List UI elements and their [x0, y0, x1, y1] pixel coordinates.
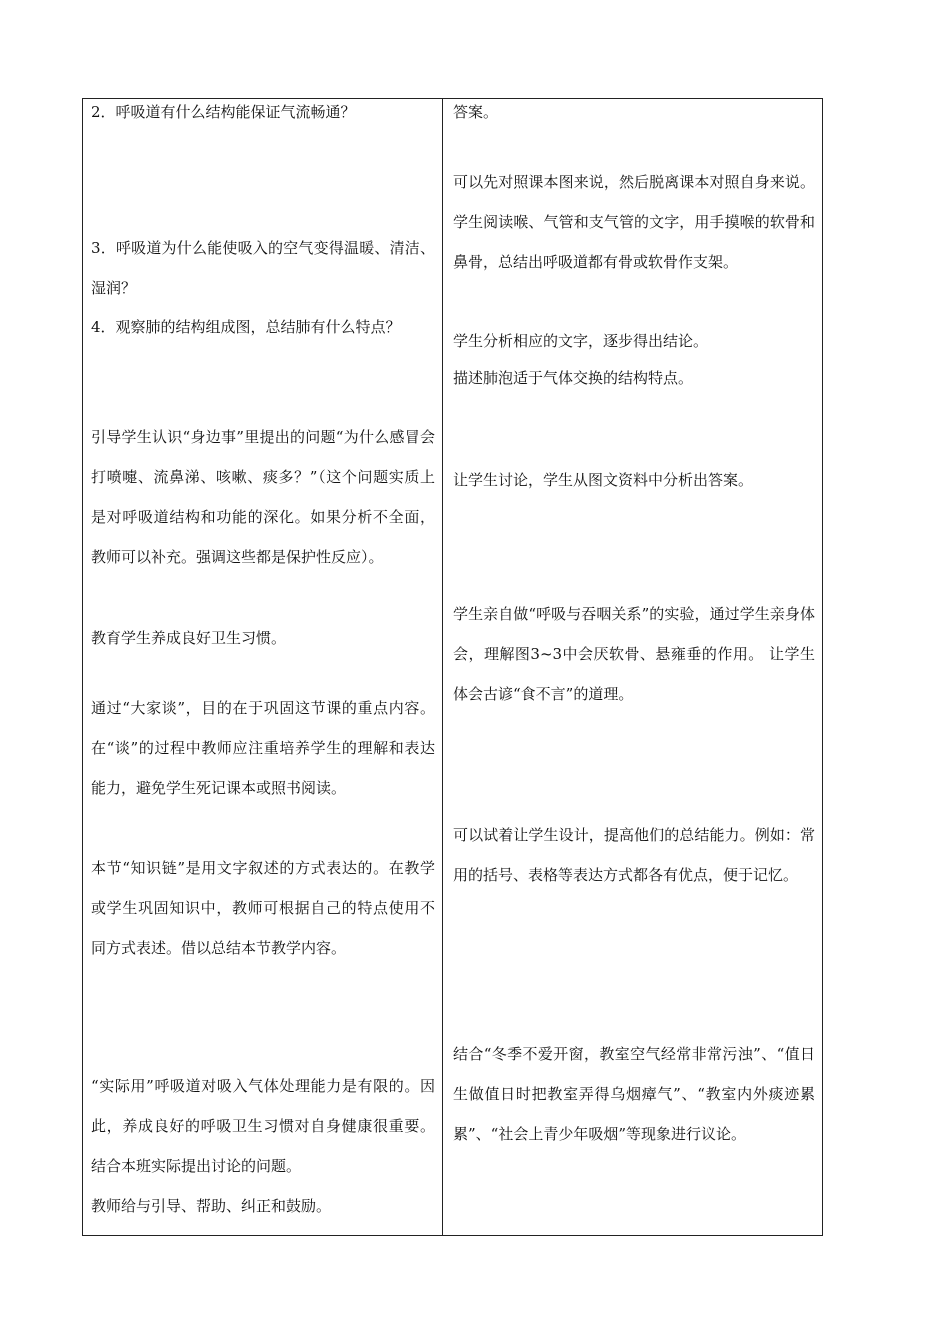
compare-textbook-note: 可以先对照课本图来说，然后脱离课本对照自身来说。学生阅读喉、气管和支气管的文字，用手摸喉的软骨和鼻骨，总结出呼吸道都有骨或软骨作支架。: [453, 173, 815, 271]
student-activity-cell: [443, 99, 823, 1235]
practical-use-note: “实际用”呼吸道对吸入气体处理能力是有限的。因此，养成良好的呼吸卫生习惯对自身健康很重要。结合本班实际提出讨论的问题。: [91, 1077, 435, 1175]
question-2: 2．呼吸道有什么结构能保证气流畅通？: [91, 103, 356, 121]
question-4: 4．观察肺的结构组成图，总结肺有什么特点？: [91, 318, 401, 336]
discussion-note: 让学生讨论，学生从图文资料中分析出答案。: [453, 471, 754, 489]
teacher-activity-cell: [83, 99, 442, 1235]
knowledge-chain-note: 本节“知识链”是用文字叙述的方式表达的。在教学或学生巩固知识中，教师可根据自己的特点使用不同方式表述。借以总结本节教学内容。: [91, 859, 435, 957]
answer-text: 答案。: [453, 103, 499, 121]
lesson-table: [82, 98, 823, 1236]
guide-cold-symptoms: 引导学生认识“身边事”里提出的问题“为什么感冒会打喷嚏、流鼻涕、咳嗽、痰多？”（这个问题实质上是对呼吸道结构和功能的深化。如果分析不全面，教师可以补充。强调这些都是保护性反应）。: [91, 428, 435, 566]
design-summary-note: 可以试着让学生设计，提高他们的总结能力。例如：常用的括号、表格等表达方式都各有优点，便于记忆。: [453, 826, 815, 884]
hygiene-habits: 教育学生养成良好卫生习惯。: [91, 629, 287, 647]
alveoli-note: 描述肺泡适于气体交换的结构特点。: [453, 369, 694, 387]
teacher-guidance: 教师给与引导、帮助、纠正和鼓励。: [91, 1197, 332, 1215]
classroom-air-discussion: 结合“冬季不爱开窗，教室空气经常非常污浊”、“值日生做值日时把教室弄得乌烟瘴气”、“教室内外痰迹累累”、“社会上青少年吸烟”等现象进行议论。: [453, 1045, 815, 1143]
question-3: 3．呼吸道为什么能使吸入的空气变得温暖、清洁、湿润？: [91, 239, 435, 297]
group-discussion-note: 通过“大家谈”，目的在于巩固这节课的重点内容。在“谈”的过程中教师应注重培养学生的理解和表达能力，避免学生死记课本或照书阅读。: [91, 699, 435, 797]
analyze-text-note: 学生分析相应的文字，逐步得出结论。: [453, 332, 709, 350]
swallow-experiment-note: 学生亲自做“呼吸与吞咽关系”的实验，通过学生亲身体会，理解图3~3中会厌软骨、悬雍垂的作用。 让学生体会古谚“食不言”的道理。: [453, 605, 815, 703]
